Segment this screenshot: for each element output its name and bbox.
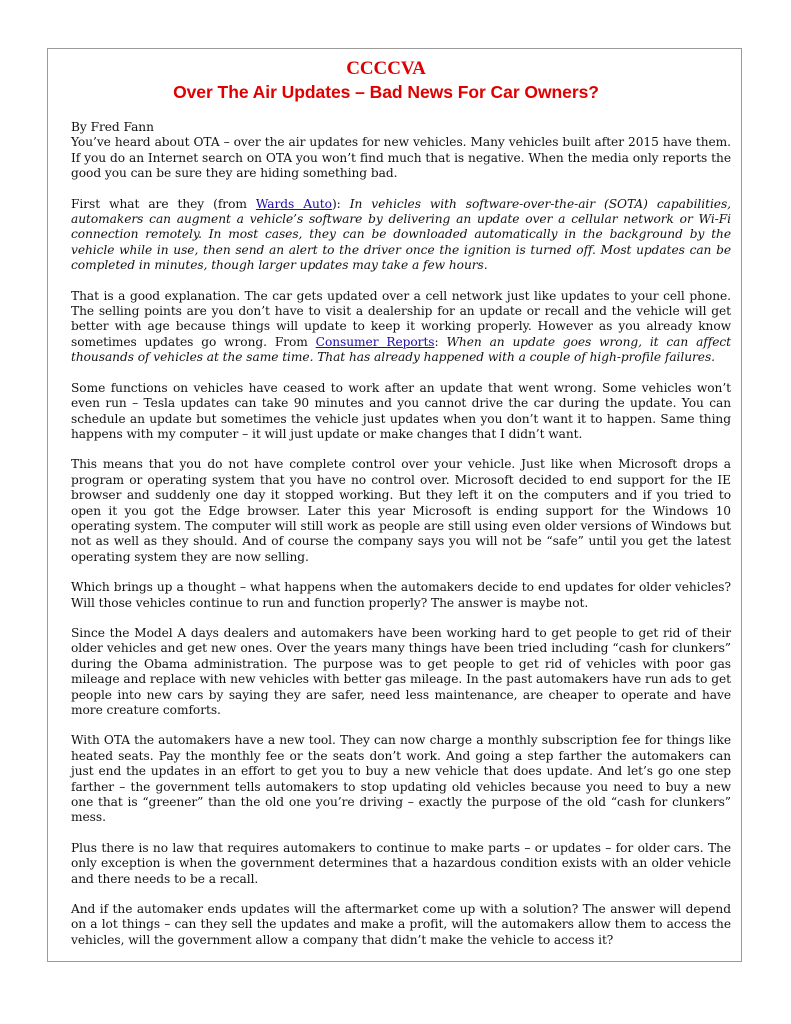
org-name: CCCCVA (346, 58, 426, 79)
paragraph-question: Which brings up a thought – what happens when the automakers decide to end updates for older vehicles? Will those vehicles continue to run and function properly? The answer is maybe not. (71, 580, 731, 610)
paragraph-explanation-sep: : (434, 334, 447, 349)
paragraph-history: Since the Model A days dealers and automakers have been working hard to get people to get rid of their older vehicles and get new ones. Over the years many things have been tried including “cash for clunkers” during the Obama administration. The purpose was to get people to get rid of vehicles with poor gas mileage and replace with new vehicles with better gas mileage. In the past automakers have run ads to get people into new cars by saying they are safer, need less maintenance, are cheaper to operate and have more creature comforts. (71, 625, 731, 717)
paragraph-definition (71, 197, 731, 274)
byline: By Fred Fann (71, 120, 154, 134)
consumer-reports-link[interactable]: Consumer Reports (315, 334, 435, 349)
consumer-reports-quote: When an update goes wrong, it can affect thousands of vehicles at the same time. That has already happened with a couple of high-profile failures. (71, 334, 731, 365)
paragraph-explanation-lead: That is a good explanation. The car gets updated over a cell network just like updates to your cell phone. The selling points are you don’t have to visit a dealership for an update or recall and the vehicle will get better with age because things will update to keep it working properly. However as you already know sometimes updates go wrong. From (71, 288, 731, 349)
wards-auto-link[interactable]: Wards Auto (255, 196, 332, 211)
paragraph-explanation (71, 289, 731, 366)
paragraph-definition-sep: ): (331, 196, 350, 211)
article-title: Over The Air Updates – Bad News For Car Owners? (173, 82, 599, 102)
wards-auto-quote: In vehicles with software-over-the-air (SOTA) capabilities, automakers can augment a vehicle’s software by delivering an update over a cellular network or Wi-Fi connection remotely. In most cases, they can be downloaded automatically in the background by the vehicle while in use, then send an alert to the driver once the ignition is turned off. Most updates can be completed in minutes, though larger updates may take a few hours. (71, 196, 731, 273)
paragraph-aftermarket: And if the automaker ends updates will the aftermarket come up with a solution? The answer will depend on a lot things – can they sell the updates and make a profit, will the automakers allow them to access the vehicles, will the government allow a company that didn’t make the vehicle to access it? (71, 902, 731, 947)
paragraph-failures: Some functions on vehicles have ceased to work after an update that went wrong. Some vehicles won’t even run – Tesla updates can take 90 minutes and you cannot drive the car during the update. You can schedule an update but sometimes the vehicle just updates when you don’t want it to happen. Same thing happens with my computer – it will just update or make changes that I didn’t want. (71, 380, 731, 441)
paragraph-definition-lead: First what are they (from (71, 196, 256, 211)
paragraph-no-law: Plus there is no law that requires automakers to continue to make parts – or updates – for older cars. The only exception is when the government determines that a hazardous condition exists with an older vehicle and there needs to be a recall. (71, 840, 731, 886)
paragraph-intro: You’ve heard about OTA – over the air updates for new vehicles. Many vehicles built after 2015 have them. If you do an Internet search on OTA you won’t find much that is negative. When the media only reports the good you can be sure they are hiding something bad. (71, 135, 731, 181)
paragraph-control: This means that you do not have complete control over your vehicle. Just like when Microsoft drops a program or operating system that you have no control over. Microsoft decided to end support for the IE browser and suddenly one day it stopped working. But they left it on the computers and if you tried to open it you got the Edge browser. Later this year Microsoft is ending support for the Windows 10 operating system. The computer will still work as people are still using even older versions of Windows but not as well as they should. And of course the company says you will not be “safe” until you get the latest operating system they are now selling. (71, 457, 731, 564)
paragraph-new-tool: With OTA the automakers have a new tool. They can now charge a monthly subscription fee for things like heated seats. Pay the monthly fee or the seats don’t work. And going a step farther the automakers can just end the updates in an effort to get you to buy a new vehicle that does update. And let’s go one step farther – the government tells automakers to stop updating old vehicles because you need to buy a new one that is “greener” than the old one you’re driving – exactly the purpose of the old “cash for clunkers” mess. (71, 733, 731, 825)
article (71, 58, 731, 948)
